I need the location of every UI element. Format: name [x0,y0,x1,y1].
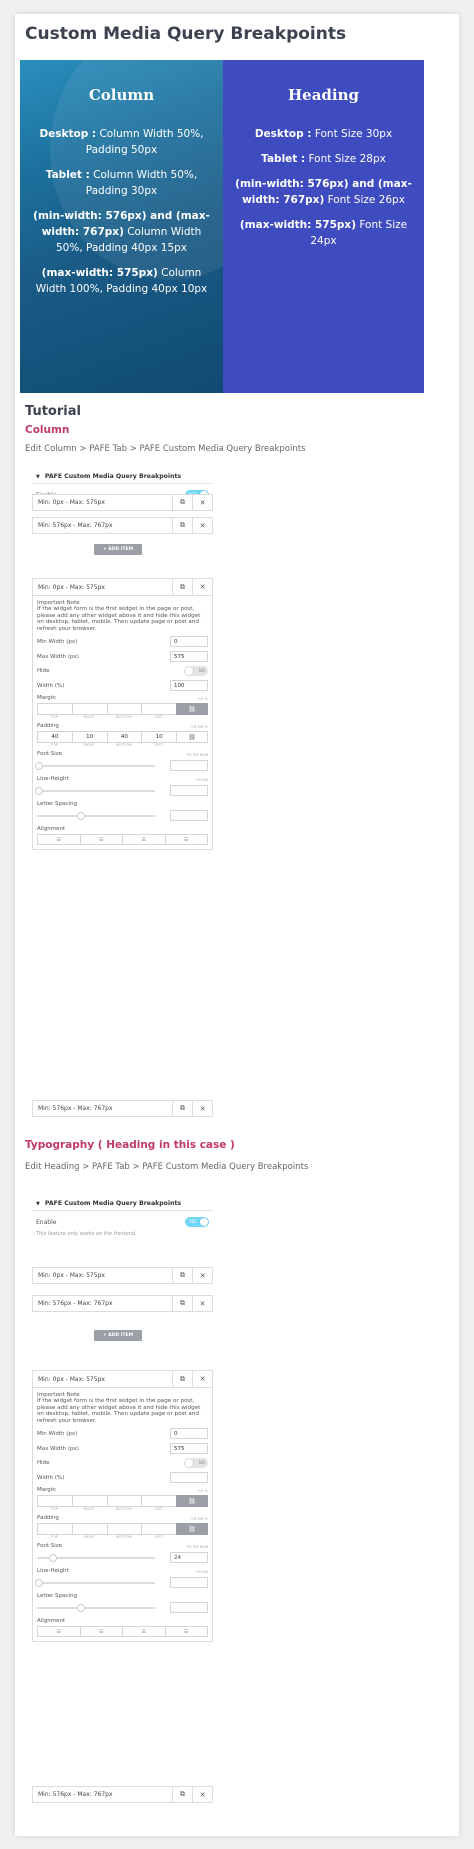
caret-down-icon: ▼ [36,473,40,480]
alignment-label: Alignment [37,1618,66,1625]
margin-inputs [37,1495,208,1507]
close-icon[interactable]: ✕ [192,518,212,533]
font-size-input[interactable] [170,760,208,771]
padding-left-input[interactable]: 10 [141,731,176,743]
heading-demo-heading: Heading [287,86,359,104]
margin-bottom-input[interactable] [107,703,142,715]
close-icon[interactable]: ✕ [192,495,212,510]
panel-section-header[interactable]: ▼ PAFE Custom Media Query Breakpoints [32,470,213,484]
padding-bottom-input[interactable]: 40 [107,731,142,743]
heading-item-editor: Min: 0px - Max: 575px ⧉ ✕ Important Note If the widget form is the first widget in the page or post, please add any other widget above it and hide this widget on desktop, tablet, mobile. Then update page or post and refresh your browser. Min Width (px) 0 Max Width (px) 575 Hide NO Width (%) Margin PX % ⛓ TOP RIGHT BOTTOM LEFT Padding PX EM % ⛓ TOP RIGHT BOTTOM LEFT Font Size PX EM REM 24 Line-Height PX EM Letter Spacing Alignment ☰ ☰ ☰ ☰ [32,1370,213,1642]
alignment-label: Alignment [37,826,66,833]
heading-mobile-line: (max-width: 575px) Font Size 24px [239,219,408,247]
min-width-label: Min Width (px) [37,638,78,645]
letter-spacing-input[interactable] [170,810,208,821]
width-input[interactable]: 100 [170,680,208,691]
line-height-input[interactable] [170,1577,208,1588]
hide-label: Hide [37,668,50,675]
heading-desktop-line: Desktop : Font Size 30px [254,128,393,140]
column-desktop-line: Desktop : Column Width 50%, Padding 50px [39,128,204,156]
duplicate-icon[interactable]: ⧉ [172,1101,192,1116]
padding-inputs [37,1523,208,1535]
duplicate-icon[interactable]: ⧉ [172,1371,192,1387]
column-item-editor: Min: 0px - Max: 575px ⧉ ✕ Important Note If the widget form is the first widget in the page or post, please add any other widget above it and hide this widget on desktop, tablet, mobile. Then update page or post and refresh your browser. Min Width (px) 0 Max Width (px) 575 Hide NO Width (%) 100 Margin PX % ⛓ TOP RIGHT BOTTOM LEFT Padding PX EM % 40 10 40 10 ⛓ TOP RIGHT BOTTOM LEFT Font Size PX EM REM Line-Height PX EM Letter Spacing Alignment ☰ ☰ ☰ ☰ [32,578,213,850]
max-width-input[interactable]: 575 [170,651,208,662]
duplicate-icon[interactable]: ⧉ [172,1296,192,1311]
padding-inputs [37,731,208,743]
repeater-item[interactable]: Min: 0px - Max: 575px ⧉ ✕ [32,494,213,511]
line-height-slider[interactable] [37,790,155,792]
align-center-icon[interactable]: ☰ [80,1626,123,1637]
tutorial-heading: Tutorial [25,404,81,419]
page-title: Custom Media Query Breakpoints [25,24,347,44]
important-note: Important Note If the widget form is the first widget in the page or post, please add any other widget above it and hide this widget on desktop, tablet, mobile. Then update page or post and refresh your browser. [37,1392,201,1424]
margin-top-input[interactable] [37,1495,72,1507]
letter-spacing-label: Letter Spacing [37,801,77,808]
repeater-item[interactable]: Min: 576px - Max: 767px ⧉ ✕ [32,1786,213,1803]
duplicate-icon[interactable]: ⧉ [172,579,192,595]
link-icon[interactable]: ⛓ [176,703,208,715]
item-editor-header[interactable]: Min: 0px - Max: 575px ⧉ ✕ [33,579,212,596]
repeater-item[interactable]: Min: 0px - Max: 575px ⧉ ✕ [32,1267,213,1284]
margin-left-input[interactable] [141,703,176,715]
align-justify-icon[interactable]: ☰ [165,834,209,845]
duplicate-icon[interactable]: ⧉ [172,495,192,510]
max-width-label: Max Width (px) [37,1445,79,1452]
font-size-slider[interactable] [37,765,155,767]
letter-spacing-label: Letter Spacing [37,1593,77,1600]
item-editor-header[interactable]: Min: 0px - Max: 575px ⧉ ✕ [33,1371,212,1388]
column-path: Edit Column > PAFE Tab > PAFE Custom Media Query Breakpoints [25,444,306,454]
margin-top-input[interactable] [37,703,72,715]
letter-spacing-slider[interactable] [37,1607,155,1609]
line-height-label: Line-Height [37,1568,69,1575]
margin-label: Margin [37,695,56,702]
padding-left-input[interactable] [141,1523,176,1535]
hide-toggle[interactable]: NO [184,666,208,676]
max-width-label: Max Width (px) [37,653,79,660]
frontend-hint: This feature only works on the frontend. [36,1231,137,1237]
padding-bottom-input[interactable] [107,1523,142,1535]
repeater-item[interactable]: Min: 576px - Max: 767px ⧉ ✕ [32,517,213,534]
column-subtitle: Column [25,424,70,436]
font-size-label: Font Size [37,1543,63,1550]
hero-demo [20,60,424,393]
repeater-item[interactable]: Min: 576px - Max: 767px ⧉ ✕ [32,1295,213,1312]
padding-top-input[interactable] [37,1523,72,1535]
heading-demo-panel [223,60,424,393]
letter-spacing-input[interactable] [170,1602,208,1613]
enable-toggle[interactable]: YES [185,1217,209,1227]
close-icon[interactable]: ✕ [192,1787,212,1802]
align-justify-icon[interactable]: ☰ [165,1626,209,1637]
max-width-input[interactable]: 575 [170,1443,208,1454]
margin-left-input[interactable] [141,1495,176,1507]
typography-subtitle: Typography ( Heading in this case ) [25,1139,235,1151]
caret-down-icon: ▼ [36,1200,40,1207]
close-icon[interactable]: ✕ [192,1268,212,1283]
padding-label: Padding [37,1515,59,1522]
column-demo-panel [20,60,223,393]
margin-label: Margin [37,1487,56,1494]
add-item-button[interactable]: + ADD ITEM [94,1330,142,1341]
enable-label: Enable [36,1218,57,1226]
min-width-label: Min Width (px) [37,1430,78,1437]
panel-section-header[interactable]: ▼ PAFE Custom Media Query Breakpoints [32,1197,213,1211]
line-height-slider[interactable] [37,1582,155,1584]
close-icon[interactable]: ✕ [192,579,212,595]
padding-label: Padding [37,723,59,730]
width-label: Width (%) [37,682,65,689]
align-right-icon[interactable]: ☰ [122,834,165,845]
margin-right-input[interactable] [72,703,107,715]
alignment-group [37,834,208,845]
column-demo-heading: Column [88,86,155,104]
repeater-item[interactable]: Min: 576px - Max: 767px ⧉ ✕ [32,1100,213,1117]
line-height-label: Line-Height [37,776,69,783]
hide-toggle[interactable]: NO [184,1458,208,1468]
padding-right-input[interactable] [72,1523,107,1535]
close-icon[interactable]: ✕ [192,1371,212,1387]
alignment-group [37,1626,208,1637]
font-size-slider[interactable] [37,1557,155,1559]
width-label: Width (%) [37,1474,65,1481]
link-icon[interactable]: ⛓ [176,1495,208,1507]
align-left-icon[interactable]: ☰ [37,1626,80,1637]
typography-path: Edit Heading > PAFE Tab > PAFE Custom Media Query Breakpoints [25,1162,309,1172]
line-height-input[interactable] [170,785,208,796]
duplicate-icon[interactable]: ⧉ [172,1268,192,1283]
column-tablet-line: Tablet : Column Width 50%, Padding 30px [45,169,198,197]
close-icon[interactable]: ✕ [192,1101,212,1116]
add-item-button[interactable]: + ADD ITEM [94,544,142,555]
link-icon[interactable]: ⛓ [176,1523,208,1535]
unlink-icon[interactable]: ⛓ [176,731,208,743]
font-size-label: Font Size [37,751,63,758]
margin-right-input[interactable] [72,1495,107,1507]
align-center-icon[interactable]: ☰ [80,834,123,845]
hide-label: Hide [37,1460,50,1467]
margin-bottom-input[interactable] [107,1495,142,1507]
margin-inputs [37,703,208,715]
width-input[interactable] [170,1472,208,1483]
min-width-input[interactable]: 0 [170,1428,208,1439]
heading-mid-line: (min-width: 576px) and (max-width: 767px) Font Size 26px [235,178,412,206]
padding-right-input[interactable]: 10 [72,731,107,743]
align-left-icon[interactable]: ☰ [37,834,80,845]
min-width-input[interactable]: 0 [170,636,208,647]
close-icon[interactable]: ✕ [192,1296,212,1311]
heading-settings-panel [32,1197,213,1237]
align-right-icon[interactable]: ☰ [122,1626,165,1637]
letter-spacing-slider[interactable] [37,815,155,817]
important-note: Important Note If the widget form is the first widget in the page or post, please add any other widget above it and hide this widget on desktop, tablet, mobile. Then update page or post and refresh your browser. [37,600,201,632]
duplicate-icon[interactable]: ⧉ [172,518,192,533]
font-size-input[interactable]: 24 [170,1552,208,1563]
enable-row [32,1217,213,1227]
column-mid-line: (min-width: 576px) and (max-width: 767px) Column Width 50%, Padding 40px 15px [33,210,210,254]
column-mobile-line: (max-width: 575px) Column Width 100%, Padding 40px 10px [35,267,208,295]
heading-tablet-line: Tablet : Font Size 28px [261,153,386,165]
duplicate-icon[interactable]: ⧉ [172,1787,192,1802]
padding-top-input[interactable]: 40 [37,731,72,743]
